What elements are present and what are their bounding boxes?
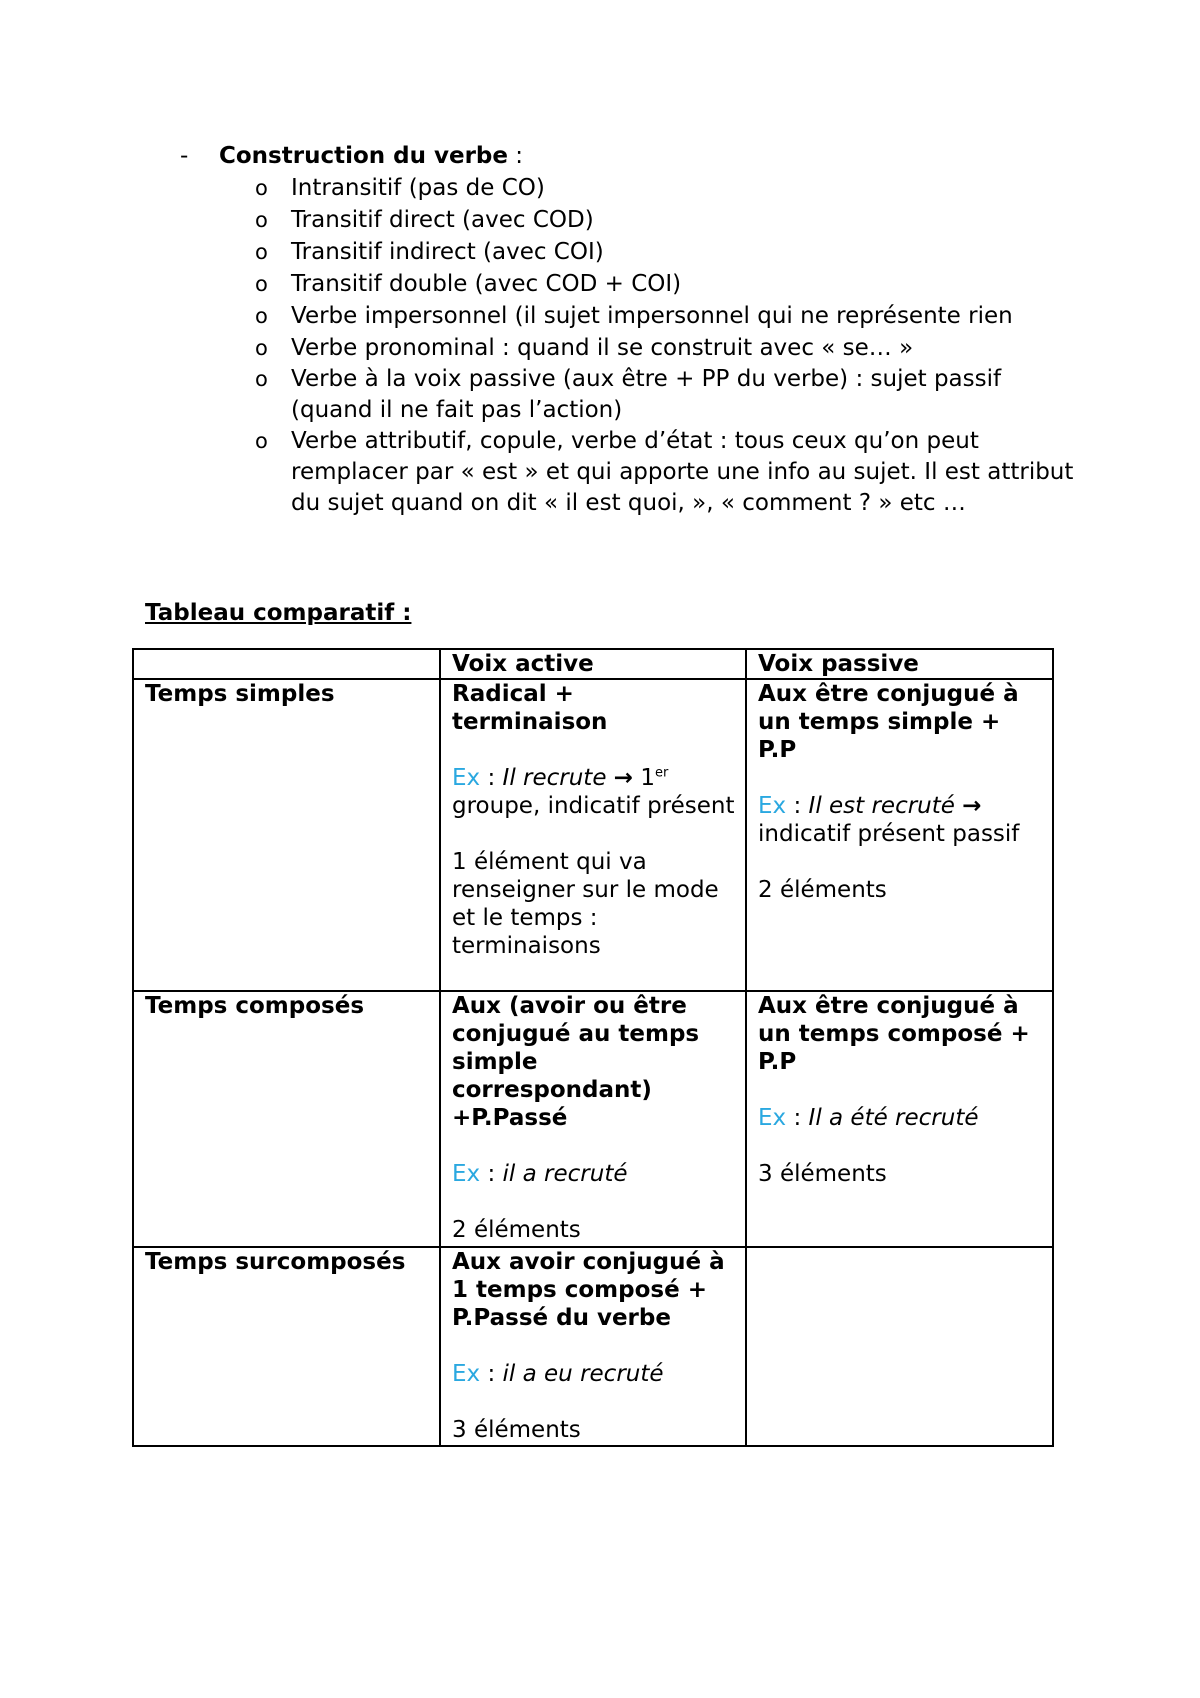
cell-main: Aux (avoir ou être conjugué au temps simple correspondant) +P.Passé — [452, 993, 700, 1131]
ex-label: Ex — [758, 1105, 787, 1131]
list-item-text: Verbe pronominal : quand il se construit avec « se… » — [291, 335, 914, 361]
example-text: il a recruté — [502, 1161, 628, 1187]
list-item-text: Verbe à la voix passive (aux être + PP du verbe) : sujet passif (quand il ne fait pas l’action) — [291, 366, 1002, 423]
header-voix-active: Voix active — [440, 649, 746, 679]
cell-note: 2 éléments — [758, 877, 887, 903]
separator: : — [480, 1361, 503, 1387]
table-title: Tableau comparatif : — [145, 600, 412, 626]
list-item-text: Verbe attributif, copule, verbe d’état : tous ceux qu’on peut remplacer par « est » et qui apporte une info au sujet. Il est attribut du sujet quand on dit « il est quoi, », « comment ? » etc … — [291, 428, 1074, 516]
separator: : — [480, 1161, 503, 1187]
row-label: Temps simples — [133, 679, 440, 991]
construction-list — [175, 172, 1075, 519]
cell-passive — [746, 679, 1053, 991]
superscript: er — [655, 765, 669, 781]
list-item — [175, 236, 1075, 268]
example-line — [452, 1160, 735, 1188]
example-line — [758, 792, 1042, 848]
example-text: il a eu recruté — [502, 1361, 664, 1387]
arrow-right-icon: → — [962, 793, 982, 819]
construction-section — [175, 140, 1075, 519]
example-line — [758, 1104, 1042, 1132]
cell-passive — [746, 991, 1053, 1247]
table-row — [133, 1247, 1053, 1446]
ex-label: Ex — [452, 1161, 481, 1187]
header-voix-passive: Voix passive — [746, 649, 1053, 679]
list-item — [175, 172, 1075, 204]
circle-bullet-icon: o — [255, 272, 268, 296]
construction-colon: : — [508, 143, 524, 169]
list-item — [175, 364, 1075, 426]
cell-passive-empty — [746, 1247, 1053, 1446]
circle-bullet-icon: o — [255, 208, 268, 232]
row-label: Temps composés — [133, 991, 440, 1247]
cell-active — [440, 991, 746, 1247]
row-label: Temps surcomposés — [133, 1247, 440, 1446]
list-item — [175, 332, 1075, 364]
separator: : — [786, 793, 809, 819]
list-item-text: Transitif indirect (avec COI) — [291, 239, 604, 265]
table-row — [133, 679, 1053, 991]
header-empty — [133, 649, 440, 679]
circle-bullet-icon: o — [255, 304, 268, 328]
list-item-text: Intransitif (pas de CO) — [291, 175, 545, 201]
circle-bullet-icon: o — [255, 240, 268, 264]
cell-note: 1 élément qui va renseigner sur le mode et le temps : terminaisons — [452, 849, 719, 959]
ex-label: Ex — [758, 793, 787, 819]
circle-bullet-icon: o — [255, 176, 268, 200]
list-item — [175, 204, 1075, 236]
list-item-text: Verbe impersonnel (il sujet impersonnel qui ne représente rien — [291, 303, 1013, 329]
construction-title: Construction du verbe — [219, 143, 508, 169]
example-result-cont: groupe, indicatif présent — [452, 793, 735, 819]
example-text: Il est recruté — [808, 793, 955, 819]
list-item-text: Transitif direct (avec COD) — [291, 207, 594, 233]
dash-bullet: - — [180, 143, 189, 169]
example-text: Il recrute — [502, 765, 607, 791]
circle-bullet-icon: o — [255, 429, 268, 453]
arrow-right-icon: → — [613, 765, 634, 791]
cell-main: Aux être conjugué à un temps simple + P.P — [758, 681, 1019, 763]
table-header-row — [133, 649, 1053, 679]
cell-note: 2 éléments — [452, 1217, 581, 1243]
cell-main: Radical + terminaison — [452, 681, 608, 735]
example-result: 1 — [633, 765, 656, 791]
cell-note: 3 éléments — [452, 1417, 581, 1443]
construction-heading — [175, 140, 1075, 172]
cell-active — [440, 1247, 746, 1446]
table-row — [133, 991, 1053, 1247]
example-line — [452, 1360, 735, 1388]
ex-label: Ex — [452, 1361, 481, 1387]
separator: : — [480, 765, 503, 791]
circle-bullet-icon: o — [255, 367, 268, 391]
example-text: Il a été recruté — [808, 1105, 979, 1131]
list-item-text: Transitif double (avec COD + COI) — [291, 271, 682, 297]
separator: : — [786, 1105, 809, 1131]
example-result: indicatif présent passif — [758, 821, 1020, 847]
comparison-table — [132, 648, 1054, 1447]
list-item — [175, 268, 1075, 300]
cell-main: Aux être conjugué à un temps composé + P.P — [758, 993, 1030, 1075]
ex-label: Ex — [452, 765, 481, 791]
cell-note: 3 éléments — [758, 1161, 887, 1187]
cell-main: Aux avoir conjugué à 1 temps composé + P.Passé du verbe — [452, 1249, 725, 1331]
cell-active — [440, 679, 746, 991]
list-item — [175, 300, 1075, 332]
list-item — [175, 426, 1075, 519]
example-line — [452, 764, 735, 820]
circle-bullet-icon: o — [255, 336, 268, 360]
